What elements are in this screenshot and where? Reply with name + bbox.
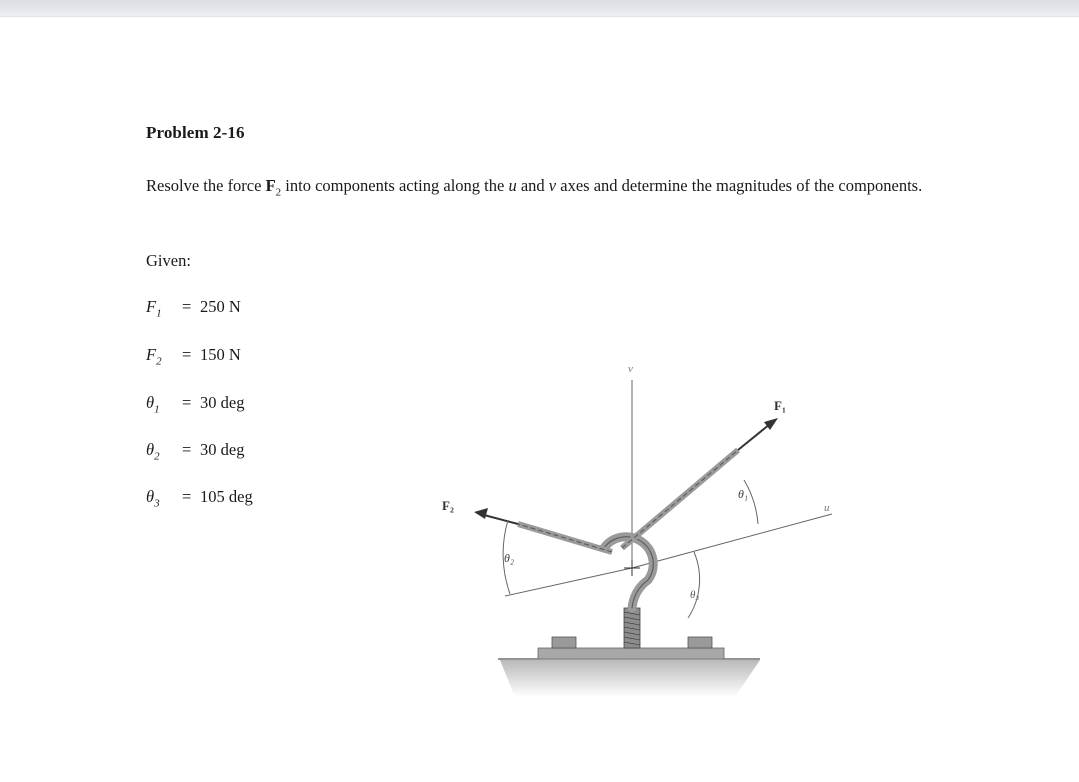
f2-arrow-shaft bbox=[484, 515, 518, 524]
u-axis-label: u bbox=[824, 502, 830, 514]
statement-part3: and bbox=[516, 176, 549, 195]
given-equals: = bbox=[182, 393, 192, 412]
given-row-theta3 bbox=[146, 487, 253, 509]
theta2-reference-line bbox=[505, 568, 632, 596]
force-diagram bbox=[420, 350, 860, 700]
f1-label: F₁ bbox=[774, 398, 786, 413]
theta2-label: θ₂ bbox=[504, 551, 515, 565]
given-row-theta2 bbox=[146, 440, 244, 462]
window-top-bar bbox=[0, 0, 1079, 17]
force-subscript: 2 bbox=[275, 186, 282, 199]
ground-shadow bbox=[500, 660, 760, 697]
given-equals: = bbox=[182, 345, 192, 364]
given-row-f2 bbox=[146, 345, 241, 367]
f2-label: F₂ bbox=[442, 498, 454, 513]
problem-statement bbox=[146, 173, 956, 205]
v-axis-symbol: v bbox=[548, 176, 557, 195]
given-symbol: $F_1$ bbox=[146, 297, 162, 320]
statement-part2: into components acting along the bbox=[281, 176, 509, 195]
theta3-arc bbox=[688, 552, 700, 618]
base-plate bbox=[538, 648, 724, 659]
given-value: 105 deg bbox=[200, 487, 253, 506]
v-axis-label: v bbox=[628, 363, 633, 375]
f1-arrow-shaft bbox=[738, 424, 770, 450]
given-value: 250 N bbox=[200, 297, 241, 316]
given-label: Given: bbox=[146, 251, 191, 270]
statement-part4: axes and determine the magnitudes of the components. bbox=[556, 176, 923, 195]
given-equals: = bbox=[182, 297, 192, 316]
given-symbol: $F_2$ bbox=[146, 345, 162, 368]
given-value: 30 deg bbox=[200, 440, 245, 459]
given-row-theta1 bbox=[146, 393, 244, 415]
f2-arrow-head bbox=[474, 508, 488, 519]
theta1-label: θ₁ bbox=[738, 487, 749, 501]
given-row-f1 bbox=[146, 297, 241, 319]
given-symbol: $\theta_2$ bbox=[146, 440, 160, 463]
given-equals: = bbox=[182, 487, 192, 506]
given-symbol: $\theta_3$ bbox=[146, 487, 160, 510]
force-symbol: F bbox=[265, 176, 276, 195]
given-value: 30 deg bbox=[200, 393, 245, 412]
statement-part1: Resolve the force bbox=[146, 176, 266, 195]
given-symbol: $\theta_1$ bbox=[146, 393, 160, 416]
threaded-shank bbox=[624, 608, 640, 648]
u-axis-symbol: u bbox=[508, 176, 517, 195]
u-axis-line bbox=[632, 514, 832, 568]
theta3-label: θ₃ bbox=[690, 589, 700, 601]
left-bolt bbox=[552, 637, 576, 648]
right-bolt bbox=[688, 637, 712, 648]
problem-title: Problem 2-16 bbox=[146, 123, 245, 142]
given-equals: = bbox=[182, 440, 192, 459]
given-value: 150 N bbox=[200, 345, 241, 364]
